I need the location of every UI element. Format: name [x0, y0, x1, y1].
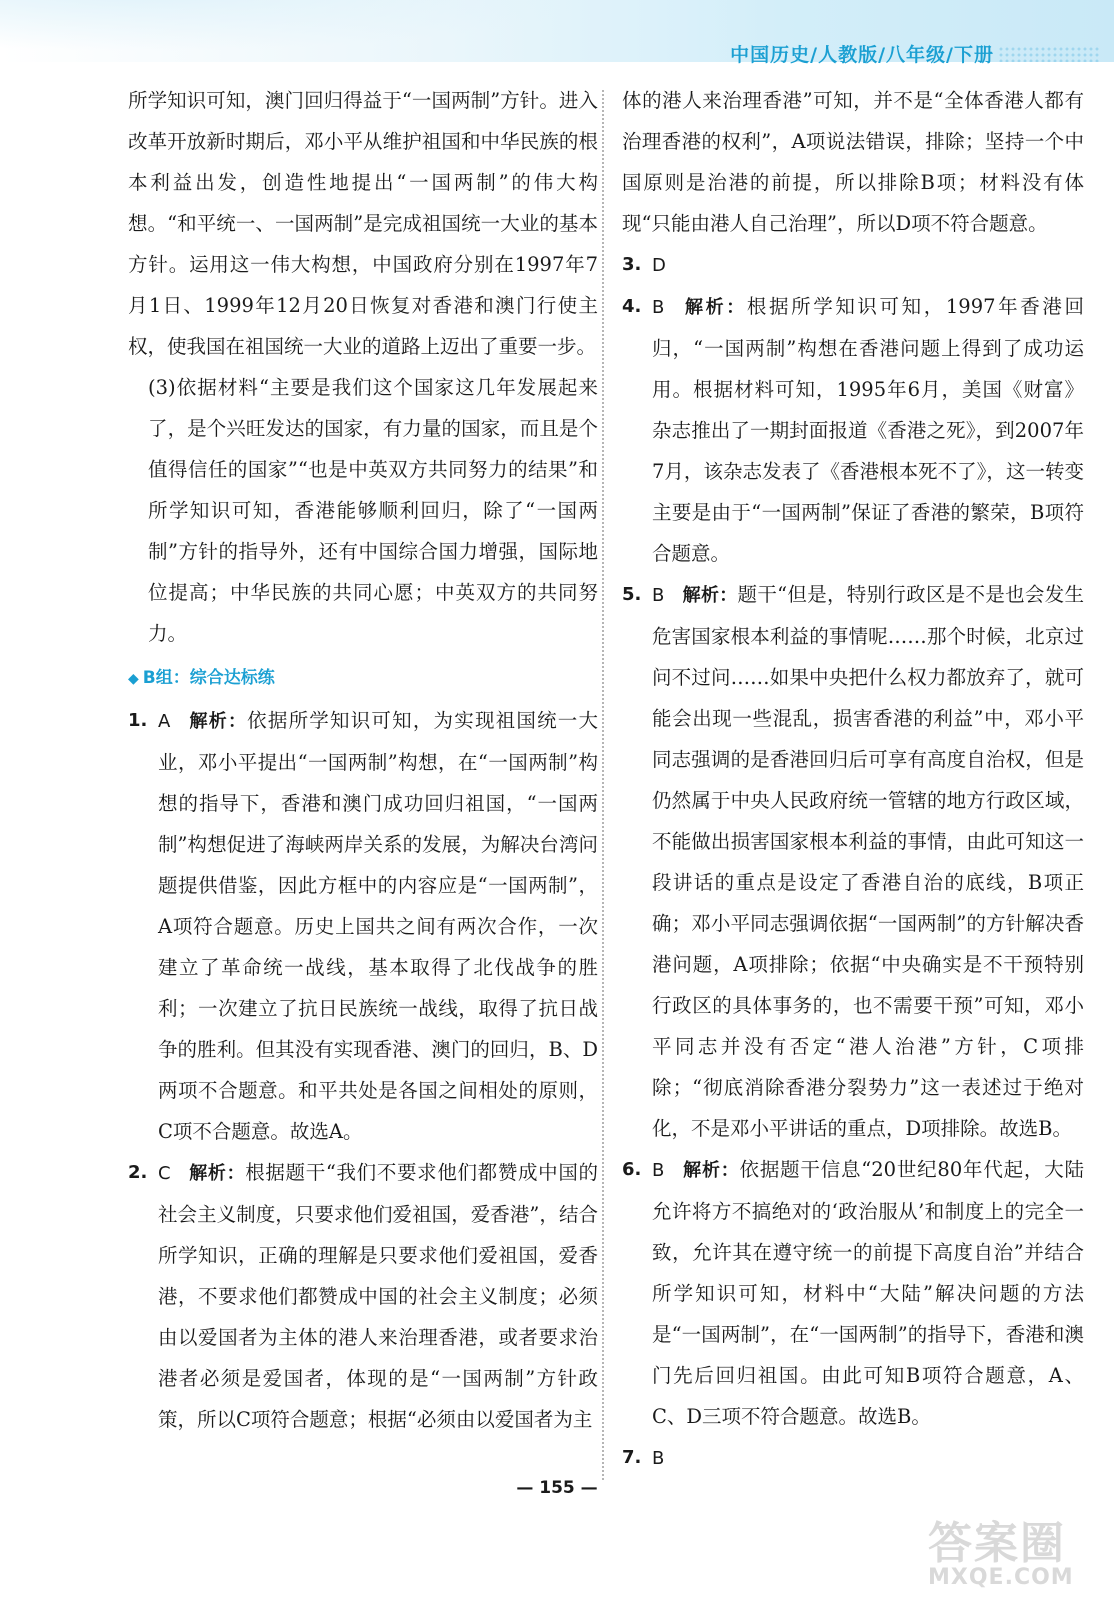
- section-title: B组：综合达标练: [142, 668, 275, 688]
- watermark-logo-text: 答案圈: [928, 1518, 1066, 1569]
- explanation-text: 依据题干信息“20世纪80年代起，大陆允许将方不搞绝对的‘政治服从’和制度上的完全一致，允许其在遵守统一的前提下高度自治”并结合所学知识可知，材料中“大陆”解决问题的方法是“一国两制”，在“一国两制”的指导下，香港和澳门先后回归祖国。由此可知B项符合题意，A、C、D三项不符合题意。故选B。: [652, 1158, 1084, 1428]
- explanation-text: 依据所学知识可知，为实现祖国统一大业，邓小平提出“一国两制”构想，在“一国两制”构想的指导下，香港和澳门成功回归祖国，“一国两制”构想促进了海峡两岸关系的发展，为解决台湾问题提供借鉴，因此方框中的内容应是“一国两制”，A项符合题意。历史上国共之间有两次合作，一次建立了革命统一战线，基本取得了北伐战争的胜利；一次建立了抗日民族统一战线，取得了抗日战争的胜利。但其没有实现香港、澳门的回归，B、D两项不合题意。和平共处是各国之间相处的原则，C项不合题意。故选A。: [158, 709, 598, 1143]
- answer-item: [128, 700, 598, 1152]
- answer-item: [622, 244, 1084, 286]
- diamond-icon: ◆: [128, 671, 139, 687]
- answer-letter: B: [652, 297, 665, 318]
- item-number: 7.: [622, 1447, 642, 1468]
- item-number: 5.: [622, 584, 642, 605]
- left-column: [128, 80, 598, 1440]
- explanation-label: 解析：: [682, 1160, 740, 1181]
- answer-paragraph: (3)依据材料“主要是我们这个国家这几年发展起来了，是个兴旺发达的国家，有力量的国家，而且是个值得信任的国家”“也是中英双方共同努力的结果”和所学知识可知，香港能够顺利回归，除了“一国两制”方针的指导外，还有中国综合国力增强，国际地位提高；中华民族的共同心愿；中英双方的共同努力。: [148, 376, 598, 645]
- explanation-text: 根据所学知识可知，1997年香港回归，“一国两制”构想在香港问题上得到了成功运用。根据材料可知，1995年6月，美国《财富》杂志推出了一期封面报道《香港之死》，到2007年7月，该杂志发表了《香港根本死不了》，这一转变主要是由于“一国两制”保证了香港的繁荣，B项符合题意。: [652, 295, 1084, 565]
- column-divider: [602, 90, 604, 1480]
- answer-item: [622, 1149, 1084, 1437]
- answer-item: [622, 286, 1084, 574]
- explanation-label: 解析：: [682, 297, 747, 318]
- answer-item: [128, 1152, 598, 1440]
- header-wave: [0, 0, 700, 62]
- item-number: 2.: [128, 1162, 148, 1183]
- item-number: 6.: [622, 1159, 642, 1180]
- answer-letter: B: [652, 1160, 665, 1181]
- answer-item: [622, 1437, 1084, 1479]
- answer-letter: B: [652, 585, 665, 606]
- answer-paragraph: 所学知识可知，澳门回归得益于“一国两制”方针。进入改革开放新时期后，邓小平从维护祖国和中华民族的根本利益出发，创造性地提出“一国两制”的伟大构想。“和平统一、一国两制”是完成祖国统一大业的基本方针。运用这一伟大构想，中国政府分别在1997年7月1日、1999年12月20日恢复对香港和澳门行使主权，使我国在祖国统一大业的道路上迈出了重要一步。: [128, 89, 598, 358]
- explanation-text: 根据题干“我们不要求他们都赞成中国的社会主义制度，只要求他们爱祖国，爱香港”，结合所学知识，正确的理解是只要求他们爱祖国，爱香港，不要求他们都赞成中国的社会主义制度；必须由以爱国者为主体的港人来治理香港，或者要求治港者必须是爱国者，体现的是“一国两制”方针政策，所以C项符合题意；根据“必须由以爱国者为主: [158, 1161, 598, 1431]
- answer-paragraph: 体的港人来治理香港”可知，并不是“全体香港人都有治理香港的权利”，A项说法错误，排除；坚持一个中国原则是治港的前提，所以排除B项；材料没有体现“只能由港人自己治理”，所以D项不符合题意。: [622, 89, 1084, 235]
- watermark-url: MXQE.COM: [928, 1565, 1074, 1590]
- section-heading: [128, 658, 598, 700]
- explanation-label: 解析：: [188, 711, 248, 732]
- item-number: 3.: [622, 254, 642, 275]
- answer-letter: D: [652, 255, 666, 276]
- explanation-label: 解析：: [682, 585, 738, 606]
- answer-item: [622, 574, 1084, 1149]
- answer-letter: C: [158, 1163, 171, 1184]
- explanation-text: 题干“但是，特别行政区是不是也会发生危害国家根本利益的事情呢……那个时候，北京过问不过问……如果中央把什么权力都放弃了，就可能会出现一些混乱，损害香港的利益”中，邓小平同志强调的是香港回归后可享有高度自治权，但是仍然属于中央人民政府统一管辖的地方行政区域，不能做出损害国家根本利益的事情，由此可知这一段讲话的重点是设定了香港自治的底线，B项正确；邓小平同志强调依据“一国两制”的方针解决香港问题，A项排除；依据“中央确实是不干预特别行政区的具体事务的，也不需要干预”可知，邓小平同志并没有否定“港人治港”方针，C项排除；“彻底消除香港分裂势力”这一表述过于绝对化，不是邓小平讲话的重点，D项排除。故选B。: [652, 583, 1084, 1140]
- site-watermark: [928, 1518, 1106, 1592]
- item-number: 4.: [622, 296, 642, 317]
- header-dot-pattern: [998, 46, 1100, 62]
- answer-letter: A: [158, 711, 171, 732]
- page-number: — 155 —: [516, 1478, 598, 1498]
- explanation-label: 解析：: [188, 1163, 246, 1184]
- answer-letter: B: [652, 1448, 665, 1469]
- item-number: 1.: [128, 710, 148, 731]
- right-column: [622, 80, 1084, 1479]
- book-title: 中国历史/人教版/八年级/下册: [730, 44, 994, 66]
